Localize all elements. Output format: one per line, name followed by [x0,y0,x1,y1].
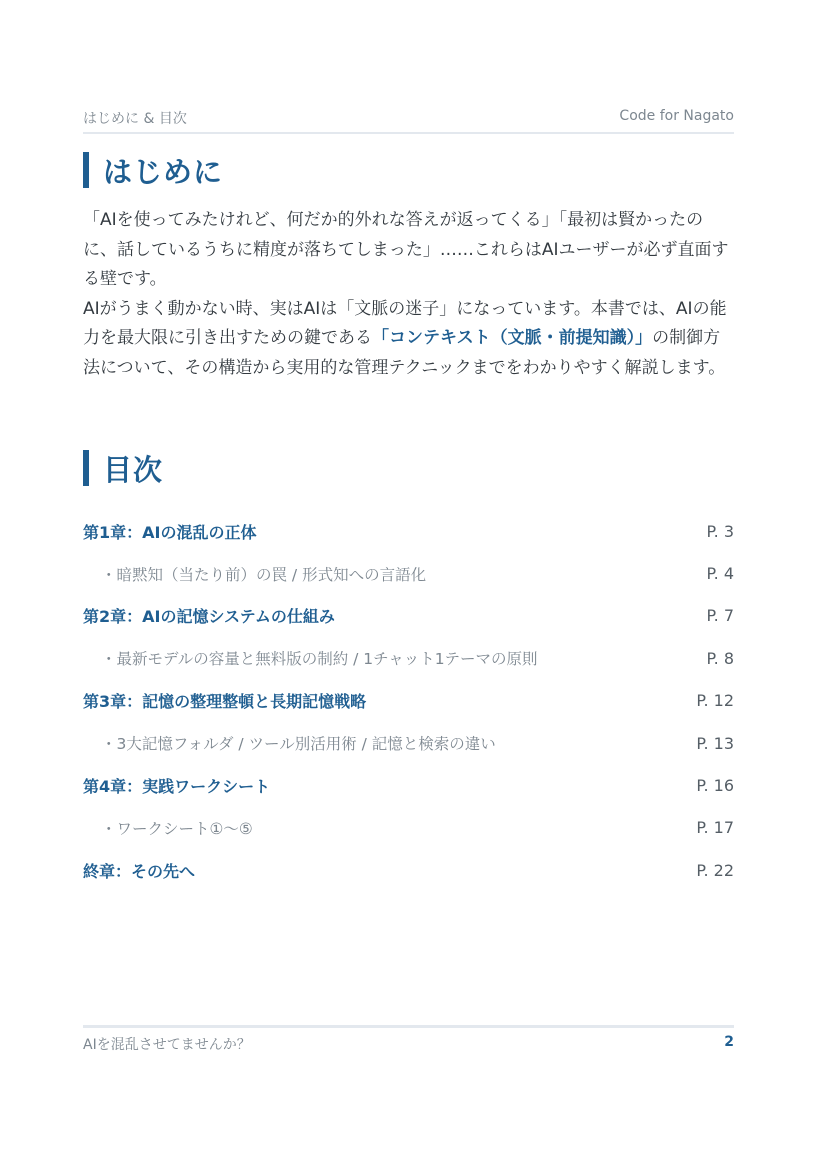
running-header [83,108,734,134]
toc-entry-page: P. 8 [706,648,734,668]
toc-chapter-3[interactable] [83,680,734,722]
intro-keyword-highlight: 「コンテキスト（文脈・前提知識）」 [372,328,653,348]
intro-body [83,206,734,383]
toc-subsection-1[interactable] [83,552,734,594]
toc-entry-label: ・3大記憶フォルダ / ツール別活用術 / 記憶と検索の違い [101,735,496,754]
toc-entry-page: P. 12 [696,691,734,711]
toc-chapter-1[interactable] [83,510,734,552]
toc-entry-label: 終章：その先へ [83,861,196,881]
header-section-title: はじめに & 目次 [83,111,187,127]
toc-entry-label: 第2章：AIの記憶システムの仕組み [83,607,335,627]
intro-paragraph-2-lead: AIがうまく動かない時、実はAIは「文脈の迷子」になっています。本書では、AIの能力を最大限に引き出すための鍵である [83,298,727,348]
table-of-contents [83,510,734,892]
toc-entry-page: P. 7 [706,606,734,626]
toc-entry-label: 第1章：AIの混乱の正体 [83,522,257,542]
toc-heading-text: 目次 [103,452,164,487]
document-page [83,0,734,1158]
heading-accent-bar [83,152,89,188]
footer-book-title: AIを混乱させてませんか？ [83,1037,251,1053]
toc-entry-page: P. 4 [706,564,734,584]
toc-entry-label: ・暗黙知（当たり前）の罠 / 形式知への言語化 [101,565,427,584]
toc-chapter-4[interactable] [83,764,734,806]
toc-subsection-4[interactable] [83,807,734,849]
toc-entry-page: P. 22 [696,860,734,880]
toc-subsection-2[interactable] [83,637,734,679]
intro-heading-text: はじめに [103,154,224,189]
header-organization: Code for Nagato [619,108,734,124]
intro-paragraph-2 [83,295,734,384]
toc-entry-page: P. 3 [706,521,734,541]
heading-accent-bar [83,450,89,486]
intro-paragraph-1: 「AIを使ってみたけれど、何だか的外れな答えが返ってくる」「最初は賢かったのに、話しているうちに精度が落ちてしまった」……これらはAIユーザーが必ず直面する壁です。 [83,210,729,289]
toc-chapter-2[interactable] [83,595,734,637]
running-footer [83,1025,734,1054]
toc-heading [83,449,734,487]
toc-entry-page: P. 17 [696,818,734,838]
toc-subsection-3[interactable] [83,722,734,764]
toc-entry-label: ・最新モデルの容量と無料版の制約 / 1チャット1テーマの原則 [101,650,538,669]
toc-entry-label: 第3章：記憶の整理整頓と長期記憶戦略 [83,692,367,712]
toc-entry-label: ・ワークシート①〜⑤ [101,819,253,838]
toc-final-chapter[interactable] [83,849,734,891]
toc-entry-label: 第4章：実践ワークシート [83,777,271,797]
intro-heading [83,151,734,189]
toc-entry-page: P. 16 [696,776,734,796]
toc-entry-page: P. 13 [696,733,734,753]
intro-paragraph-2-tail: の制御方法について、その構造から実用的な管理テクニックまでをわかりやすく解説します。 [83,328,726,378]
page-number: 2 [724,1034,734,1050]
